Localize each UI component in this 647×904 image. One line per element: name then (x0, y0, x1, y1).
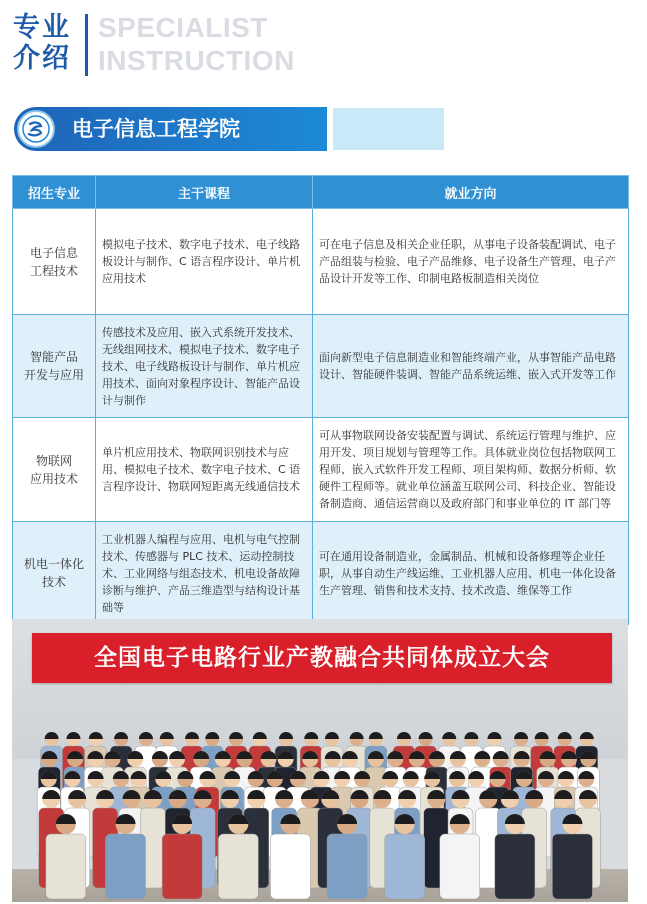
crowd-illustration (12, 619, 628, 902)
college-title: 电子信息工程学院 (72, 117, 240, 141)
logo-mark (21, 114, 51, 144)
heading-cn-line2: 介绍 (13, 43, 71, 74)
majors-table (12, 175, 629, 625)
courses-cell: 单片机应用技术、物联网识别技术与应用、模拟电子技术、数字电子技术、C 语言程序设计、物联网短距离无线通信技术 (96, 418, 313, 522)
header-career: 就业方向 (313, 176, 629, 209)
courses-cell: 传感技术及应用、嵌入式系统开发技术、无线组网技术、模拟电子技术、数字电子技术、电子线路板设计与制作、单片机应用技术、面向对象程序设计、智能产品设计与制作 (96, 315, 313, 418)
major-cell: 物联网 应用技术 (13, 418, 96, 522)
major-cell: 电子信息 工程技术 (13, 209, 96, 315)
college-logo-icon (17, 110, 55, 148)
heading-divider (85, 14, 88, 76)
career-cell: 可在通用设备制造业，金属制品、机械和设备修理等企业任职，从事自动生产线运维、工业机器人应用、机电一体化设备生产管理、销售和技术支持、技术改造、维保等工作 (313, 522, 629, 625)
group-photo (12, 619, 628, 902)
table-row (13, 418, 629, 522)
table-row (13, 315, 629, 418)
courses-cell: 模拟电子技术、数字电子技术、电子线路板设计与制作、C 语言程序设计、单片机应用技术 (96, 209, 313, 315)
major-cell: 智能产品 开发与应用 (13, 315, 96, 418)
courses-cell: 工业机器人编程与应用、电机与电气控制技术、传感器与 PLC 技术、运动控制技术、工业网络与组态技术、机电设备故障诊断与维护、产品三维造型与结构设计基础等 (96, 522, 313, 625)
heading-cn-line1: 专业 (13, 12, 71, 43)
heading-en-line2: INSTRUCTION (98, 45, 295, 76)
career-cell: 面向新型电子信息制造业和智能终端产业，从事智能产品电路设计、智能硬件装调、智能产品系统运维、嵌入式开发等工作 (313, 315, 629, 418)
table-header-row (13, 176, 629, 209)
section-heading-cn (13, 12, 71, 74)
career-cell: 可在电子信息及相关企业任职，从事电子设备装配调试、电子产品组装与检验、电子产品维修、电子设备生产管理、电子产品设计开发等工作、印制电路板制造相关岗位 (313, 209, 629, 315)
heading-en-line1: SPECIALIST (98, 12, 268, 43)
event-banner: 全国电子电路行业产教融合共同体成立大会 (32, 633, 612, 683)
major-cell: 机电一体化 技术 (13, 522, 96, 625)
table-row (13, 522, 629, 625)
header-major: 招生专业 (13, 176, 96, 209)
career-cell: 可从事物联网设备安装配置与调试、系统运行管理与维护、应用开发、项目规划与管理等工作。具体就业岗位包括物联网工程师、嵌入式软件开发工程师、项目架构师、数据分析师、软硬件工程师等。就业单位涵盖互联网公司、科技企业、智能设备制造商、通信运营商以及政府部门和事业单位的 IT 部门等 (313, 418, 629, 522)
header-courses: 主干课程 (96, 176, 313, 209)
section-heading-en (98, 11, 295, 77)
table-row (13, 209, 629, 315)
banner-accent-block (333, 108, 444, 150)
